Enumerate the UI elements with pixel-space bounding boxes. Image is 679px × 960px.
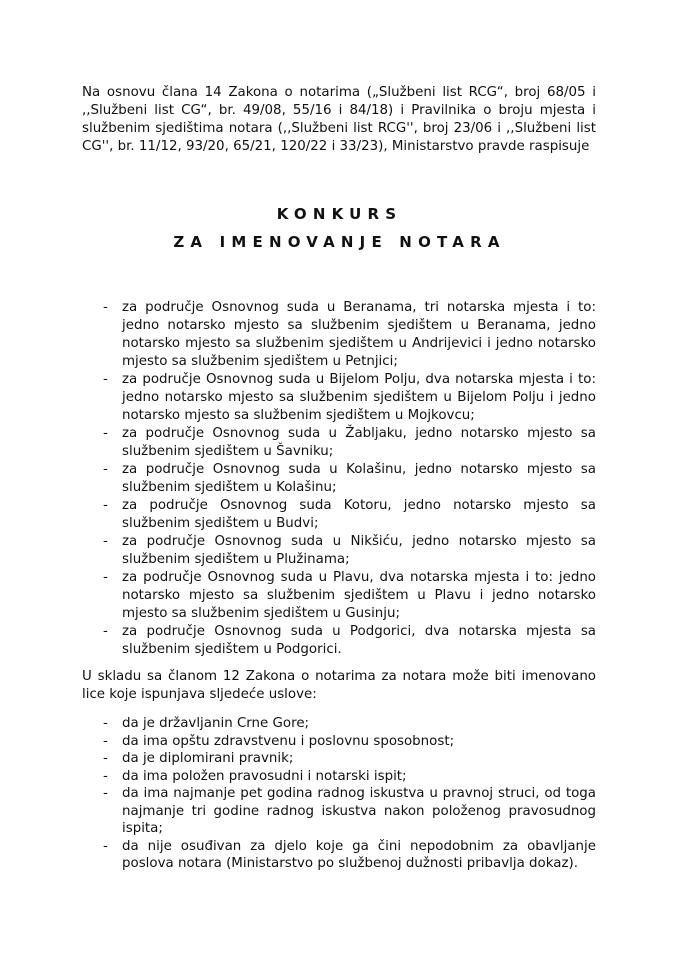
- list-dash: -: [103, 786, 108, 801]
- list-item-text: za područje Osnovnog suda u Podgorici, dva notarska mjesta sa službenim sjedištem u Podgorici.: [122, 624, 596, 657]
- list-dash: -: [103, 733, 108, 749]
- list-dash: -: [103, 716, 108, 731]
- list-item: [103, 497, 596, 533]
- list-dash: -: [103, 534, 108, 549]
- list-dash: -: [103, 624, 108, 639]
- list-item-text: da ima najmanje pet godina radnog iskustva u pravnoj struci, od toga najmanje tri godine radnog iskustva nakon položenog pravosudnog ispita;: [122, 786, 596, 836]
- list-item: [103, 623, 596, 659]
- list-item: [103, 569, 596, 623]
- document-subtitle: ZA IMENOVANJE NOTARA: [173, 233, 506, 251]
- list-dash: -: [103, 300, 108, 315]
- list-item-text: da je državljanin Crne Gore;: [122, 716, 310, 731]
- list-item: [103, 768, 596, 786]
- list-item-text: da ima položen pravosudni i notarski ispit;: [122, 768, 407, 784]
- list-item: [103, 715, 596, 733]
- list-dash: -: [103, 768, 108, 784]
- list-item: [103, 425, 596, 461]
- list-item-text: za područje Osnovnog suda u Kolašinu, jedno notarsko mjesto sa službenim sjedištem u Kolašinu;: [122, 462, 596, 495]
- conditions-list: [103, 715, 596, 873]
- list-item: [103, 785, 596, 838]
- court-positions-list: [103, 299, 596, 659]
- list-item-text: da je diplomirani pravnik;: [122, 751, 294, 766]
- list-dash: -: [103, 838, 108, 854]
- list-dash: -: [103, 372, 108, 387]
- list-item: [103, 838, 596, 873]
- document-title: KONKURS: [276, 205, 403, 223]
- list-item-text: za područje Osnovnog suda u Nikšiću, jedno notarsko mjesto sa službenim sjedištem u Plužinama;: [122, 534, 596, 567]
- list-item-text: za područje Osnovnog suda u Bijelom Polju, dva notarska mjesta i to: jedno notarsko mjesto sa službenim sjedištem u Bijelom Polju i jedno notarsko mjesto sa službenim sjedištem u Mojkovcu;: [122, 372, 596, 423]
- list-item-text: za područje Osnovnog suda u Žabljaku, jedno notarsko mjesto sa službenim sjedištem u Šavniku;: [122, 426, 596, 459]
- list-dash: -: [103, 498, 108, 513]
- list-item: [103, 750, 596, 768]
- list-item: [103, 299, 596, 371]
- list-item-text: da ima opštu zdravstvenu i poslovnu sposobnost;: [122, 733, 455, 749]
- list-dash: -: [103, 570, 108, 585]
- list-item: [103, 533, 596, 569]
- list-item-text: za područje Osnovnog suda u Beranama, tri notarska mjesta i to: jedno notarsko mjesto sa službenim sjedištem u Beranama, jedno notarsko mjesto sa službenim sjedištem u Andrijevici i jedno notarsko mjesto sa službenim sjedištem u Petnjici;: [122, 300, 596, 369]
- list-item: [103, 461, 596, 497]
- conditions-intro-paragraph: U skladu sa članom 12 Zakona o notarima za notara može biti imenovano lice koje ispunjava sljedeće uslove:: [82, 669, 596, 702]
- list-item-text: za područje Osnovnog suda Kotoru, jedno notarsko mjesto sa službenim sjedištem u Budvi;: [122, 498, 596, 531]
- list-dash: -: [103, 751, 108, 766]
- list-dash: -: [103, 462, 108, 477]
- list-item-text: da nije osuđivan za djelo koje ga čini nepodobnim za obavljanje poslova notara (Ministarstvo po službenoj dužnosti pribavlja dokaz).: [122, 838, 596, 871]
- list-item: [103, 371, 596, 425]
- list-item-text: za područje Osnovnog suda u Plavu, dva notarska mjesta i to: jedno notarsko mjesto sa službenim sjedištem u Plavu i jedno notarsko mjesto sa službenim sjedištem u Gusinju;: [122, 570, 596, 621]
- list-dash: -: [103, 426, 108, 441]
- list-item: [103, 733, 596, 751]
- intro-paragraph: Na osnovu člana 14 Zakona o notarima („Službeni list RCG“, broj 68/05 i ,,Službeni list CG“, br. 49/08, 55/16 i 84/18) i Pravilnika o broju mjesta i službenim sjedištima notara (,,Službeni list RCG'', broj 23/06 i ,,Službeni list CG'', br. 11/12, 93/20, 65/21, 120/22 i 33/23), Ministarstvo pravde raspisuje: [82, 85, 596, 154]
